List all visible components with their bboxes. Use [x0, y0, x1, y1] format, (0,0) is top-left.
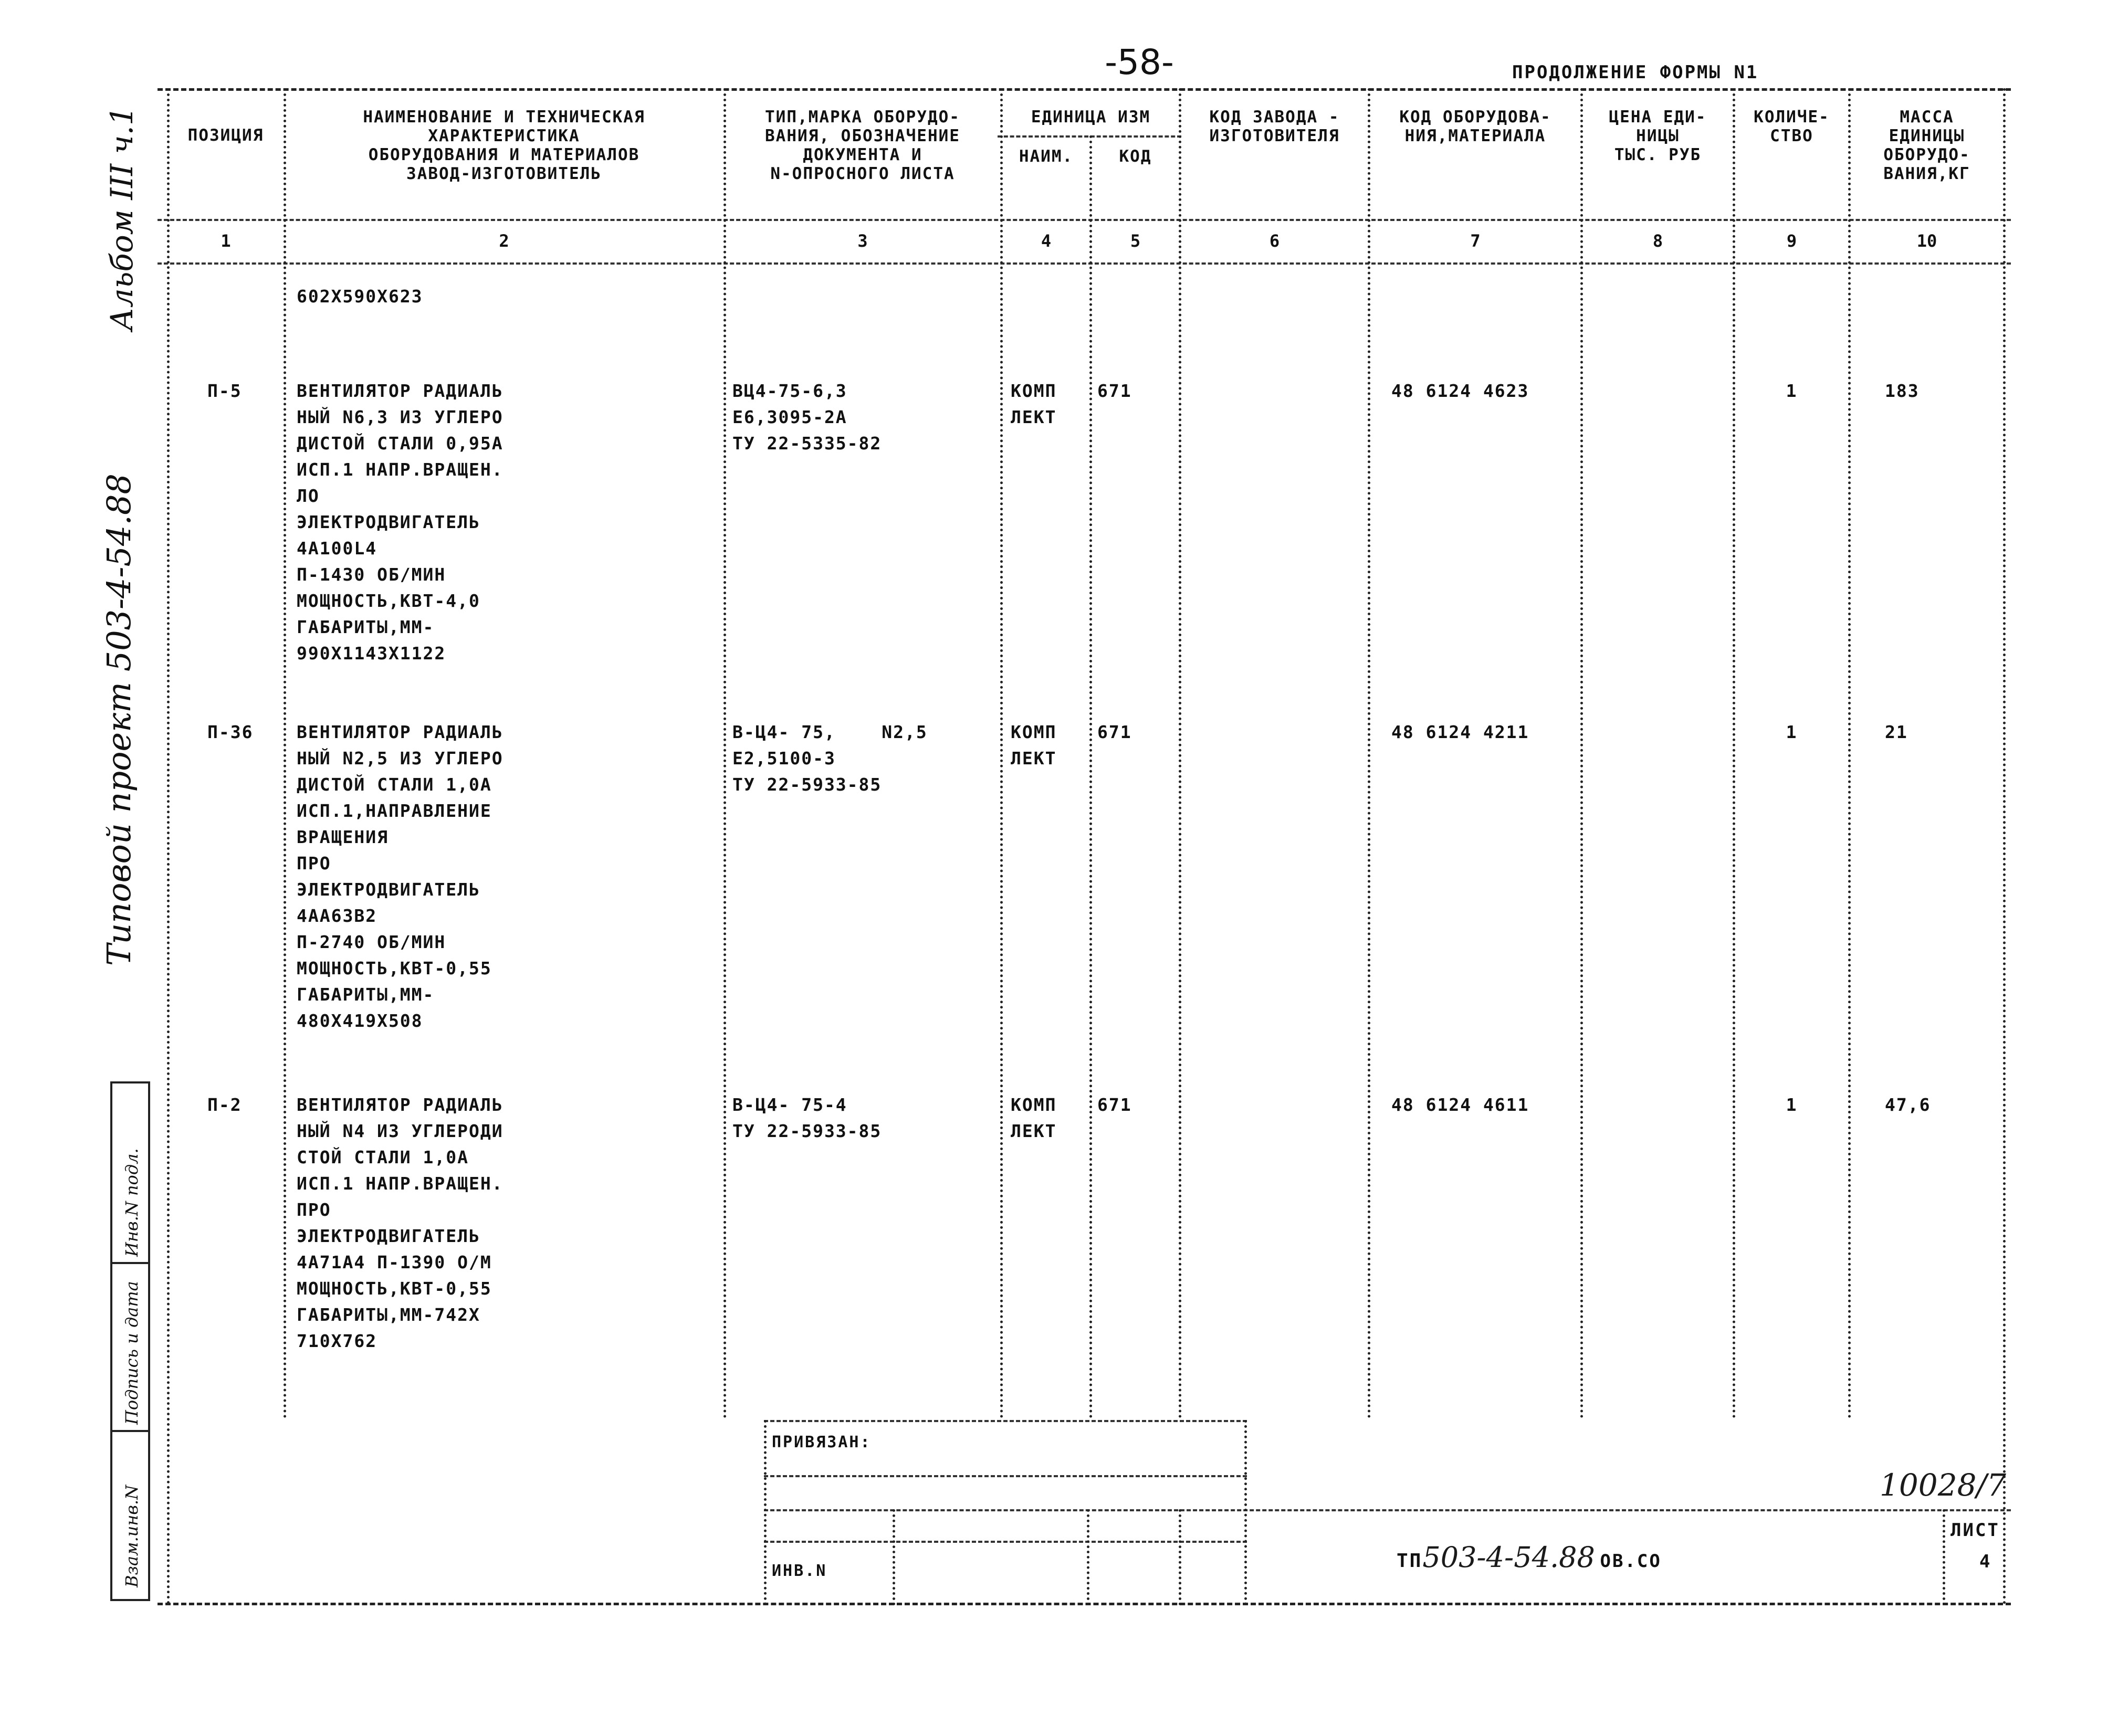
inventory-stamp — [110, 1081, 150, 1601]
header-factory-code: КОД ЗАВОДА - ИЗГОТОВИТЕЛЯ — [1209, 108, 1340, 145]
stamp-inv-number: Инв.N подл. — [122, 1148, 142, 1257]
row-mass: 47,6 — [1885, 1095, 1931, 1115]
header-name: НАИМЕНОВАНИЕ И ТЕХНИЧЕСКАЯ ХАРАКТЕРИСТИКА ОБОРУДОВАНИЯ И МАТЕРИАЛОВ ЗАВОД-ИЗГОТОВИТЕЛЬ — [363, 108, 645, 183]
project-label: Типовой проект 503-4-54.88 — [100, 474, 138, 966]
column-separator — [1179, 88, 1181, 1419]
column-separator — [1733, 88, 1735, 1419]
header-unit-price: ЦЕНА ЕДИ- НИЦЫ ТЫС. РУБ — [1609, 108, 1707, 164]
row-quantity: 1 — [1786, 381, 1798, 401]
column-number: 8 — [1652, 231, 1663, 251]
row-equipment-code: 48 6124 4211 — [1391, 722, 1529, 742]
binding-separator — [1087, 1509, 1089, 1605]
row-mass: 21 — [1885, 722, 1908, 742]
column-number: 10 — [1916, 231, 1937, 251]
inventory-number-label: ИНВ.N — [772, 1562, 827, 1580]
column-number: 5 — [1130, 231, 1141, 251]
column-number: 2 — [499, 231, 509, 251]
sheet-separator — [1943, 1509, 1945, 1605]
header-unit-code: КОД — [1119, 147, 1152, 166]
row-position: П-5 — [207, 381, 242, 401]
album-label: Альбом III ч.1 — [104, 106, 140, 331]
binding-rule — [764, 1541, 1247, 1543]
row-quantity: 1 — [1786, 722, 1798, 742]
header-unit: ЕДИНИЦА ИЗМ — [1031, 108, 1151, 127]
binding-rule — [764, 1475, 1247, 1477]
column-number: 6 — [1269, 231, 1280, 251]
column-separator — [2003, 88, 2006, 1605]
binding-separator — [1179, 1509, 1181, 1605]
page-number: -58- — [1105, 42, 1174, 82]
column-separator — [167, 88, 170, 1605]
document-code — [1397, 1541, 1662, 1574]
stamp-signature-date: Подпись и дата — [122, 1281, 142, 1425]
row-equipment-code: 48 6124 4611 — [1391, 1095, 1529, 1115]
column-separator — [1000, 88, 1003, 1419]
column-separator — [1368, 88, 1370, 1419]
header-unit-name: НАИМ. — [1019, 147, 1074, 166]
column-separator — [284, 88, 286, 1419]
column-separator — [1580, 88, 1583, 1419]
header-quantity: КОЛИЧЕ- СТВО — [1754, 108, 1830, 145]
row-type: В-Ц4- 75-4 ТУ 22-5933-85 — [732, 1095, 882, 1141]
row-unit: КОМП ЛЕКТ — [1011, 1095, 1057, 1141]
header-type: ТИП,МАРКА ОБОРУДО- ВАНИЯ, ОБОЗНАЧЕНИЕ ДОКУМЕНТА И N-ОПРОСНОГО ЛИСТА — [765, 108, 960, 183]
row-unit: КОМП ЛЕКТ — [1011, 381, 1057, 427]
row-equipment-code: 48 6124 4623 — [1391, 381, 1529, 401]
continuation-label: ПРОДОЛЖЕНИЕ ФОРМЫ N1 — [1512, 62, 1759, 83]
left-margin-annotations — [100, 84, 163, 1081]
sheet-number: 4 — [1979, 1551, 1992, 1572]
row-description: ВЕНТИЛЯТОР РАДИАЛЬ НЫЙ N6,3 ИЗ УГЛЕРО ДИСТОЙ СТАЛИ 0,95А ИСП.1 НАПР.ВРАЩЕН. ЛО ЭЛЕКТРОДВИГАТЕЛЬ 4А100L4 П-1430 ОБ/МИН МОЩНОСТЬ,КВТ-4,0 ГАБАРИТЫ,ММ- 990Х1143Х1122 — [297, 381, 504, 664]
column-separator — [723, 88, 726, 1419]
row-type: В-Ц4- 75, N2,5 Е2,5100-3 ТУ 22-5933-85 — [732, 722, 928, 795]
column-number: 1 — [221, 231, 231, 251]
row-unit-code: 671 — [1097, 381, 1132, 401]
stamp-divider — [112, 1262, 148, 1264]
sheet-label: ЛИСТ — [1950, 1520, 2000, 1541]
continued-dimensions: 602X590X623 — [297, 286, 423, 307]
row-position: П-2 — [207, 1095, 242, 1115]
column-number: 7 — [1470, 231, 1481, 251]
row-unit: КОМП ЛЕКТ — [1011, 722, 1057, 769]
document-code-prefix: ТП — [1397, 1550, 1423, 1572]
column-separator — [1848, 88, 1851, 1419]
row-description: ВЕНТИЛЯТОР РАДИАЛЬ НЫЙ N4 ИЗ УГЛЕРОДИ СТОЙ СТАЛИ 1,0А ИСП.1 НАПР.ВРАЩЕН. ПРО ЭЛЕКТРОДВИГАТЕЛЬ 4А71А4 П-1390 О/М МОЩНОСТЬ,КВТ-0,55 ГАБАРИТЫ,ММ-742Х 710Х762 — [297, 1095, 504, 1351]
column-separator — [1089, 135, 1092, 1419]
row-unit-code: 671 — [1097, 1095, 1132, 1115]
binding-separator — [764, 1420, 767, 1605]
column-number: 9 — [1786, 231, 1797, 251]
stamp-replacement-inv: Взам.инв.N — [122, 1485, 142, 1587]
row-mass: 183 — [1885, 381, 1920, 401]
row-description: ВЕНТИЛЯТОР РАДИАЛЬ НЫЙ N2,5 ИЗ УГЛЕРО ДИСТОЙ СТАЛИ 1,0А ИСП.1,НАПРАВЛЕНИЕ ВРАЩЕНИЯ ПРО ЭЛЕКТРОДВИГАТЕЛЬ 4АА63В2 П-2740 ОБ/МИН МОЩНОСТЬ,КВТ-0,55 ГАБАРИТЫ,ММ- 480Х419Х508 — [297, 722, 504, 1031]
document-code-number: 503-4-54.88 — [1422, 1541, 1595, 1574]
handwritten-number: 10028/7 — [1880, 1467, 2006, 1503]
column-number: 4 — [1041, 231, 1052, 251]
header-position: ПОЗИЦИЯ — [187, 126, 264, 145]
row-type: ВЦ4-75-6,3 Е6,3095-2А ТУ 22-5335-82 — [732, 381, 882, 454]
binding-label: ПРИВЯЗАН: — [772, 1433, 872, 1451]
header-mass: МАССА ЕДИНИЦЫ ОБОРУДО- ВАНИЯ,КГ — [1883, 108, 1970, 183]
header-equipment-code: КОД ОБОРУДОВА- НИЯ,МАТЕРИАЛА — [1399, 108, 1551, 145]
row-position: П-36 — [207, 722, 254, 742]
column-number: 3 — [857, 231, 868, 251]
binding-rule — [764, 1509, 2011, 1511]
binding-rule — [764, 1420, 1247, 1422]
binding-separator — [893, 1509, 895, 1605]
document-code-suffix: ОВ.СО — [1600, 1551, 1662, 1572]
row-unit-code: 671 — [1097, 722, 1132, 742]
row-quantity: 1 — [1786, 1095, 1798, 1115]
binding-separator — [1244, 1420, 1247, 1605]
stamp-divider — [112, 1430, 148, 1432]
